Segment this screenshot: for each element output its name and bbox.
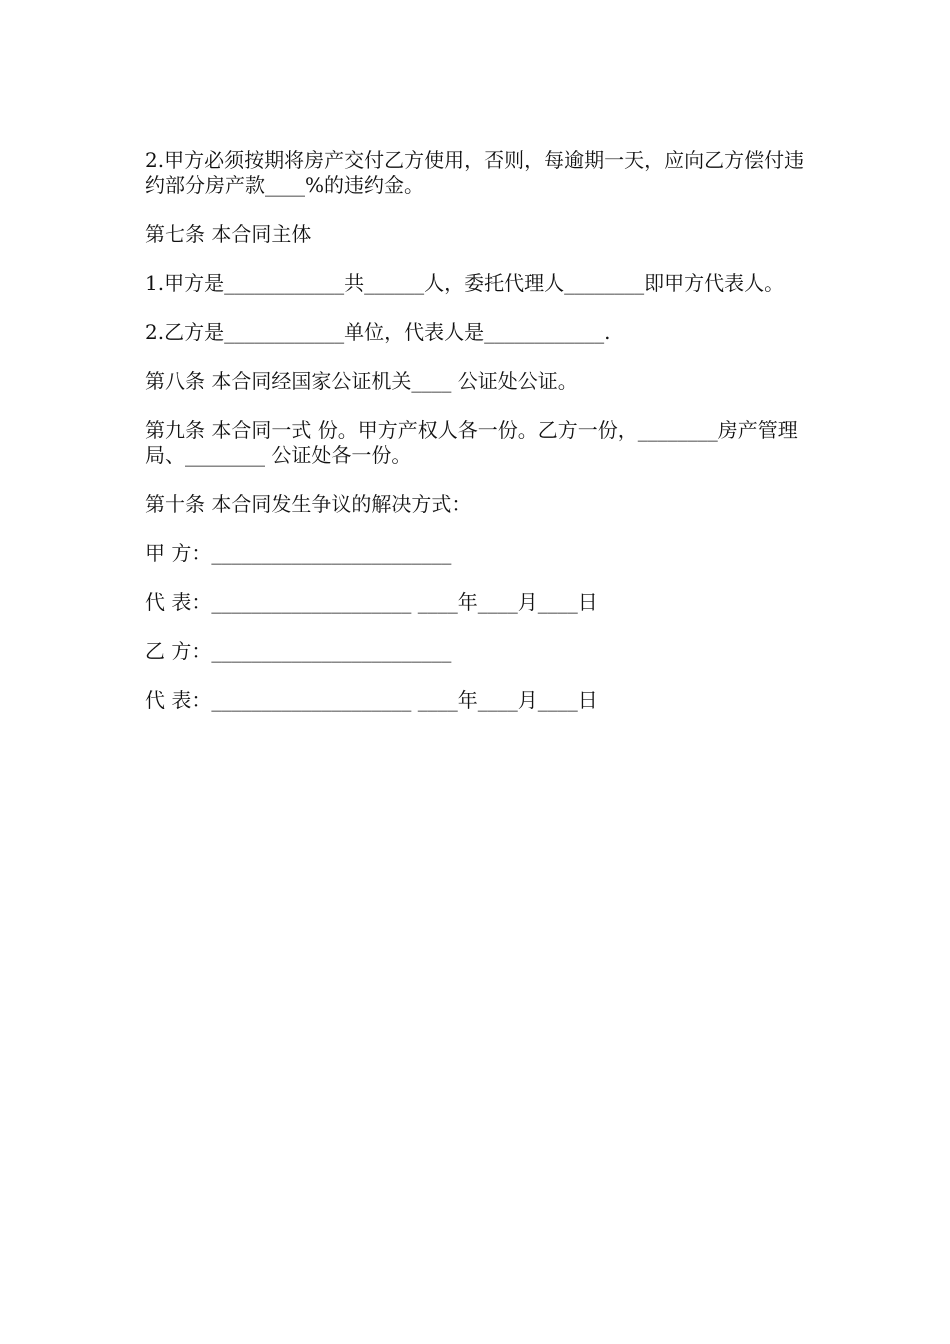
signature-party-b-representative: 代 表：____________________ ____年____月____日 (145, 688, 598, 712)
article-7-heading: 第七条 本合同主体 (145, 222, 312, 246)
article-10: 第十条 本合同发生争议的解决方式： (145, 492, 472, 516)
party-a-clause: 1.甲方是____________共______人，委托代理人________即甲方代表人。 (145, 271, 785, 295)
clause-delivery-penalty: 2.甲方必须按期将房产交付乙方使用，否则，每逾期一天，应向乙方偿付违约部分房产款____%的违约金。 (145, 148, 805, 197)
signature-party-a-representative: 代 表：____________________ ____年____月____日 (145, 590, 598, 614)
article-9: 第九条 本合同一式 份。甲方产权人各一份。乙方一份，________房产管理局、________ 公证处各一份。 (145, 418, 798, 467)
document-body (145, 148, 810, 737)
article-8: 第八条 本合同经国家公证机关____ 公证处公证。 (145, 369, 578, 393)
party-b-clause: 2.乙方是____________单位，代表人是____________. (145, 320, 611, 344)
signature-party-b: 乙 方：________________________ (145, 639, 452, 663)
signature-party-a: 甲 方：________________________ (145, 541, 452, 565)
